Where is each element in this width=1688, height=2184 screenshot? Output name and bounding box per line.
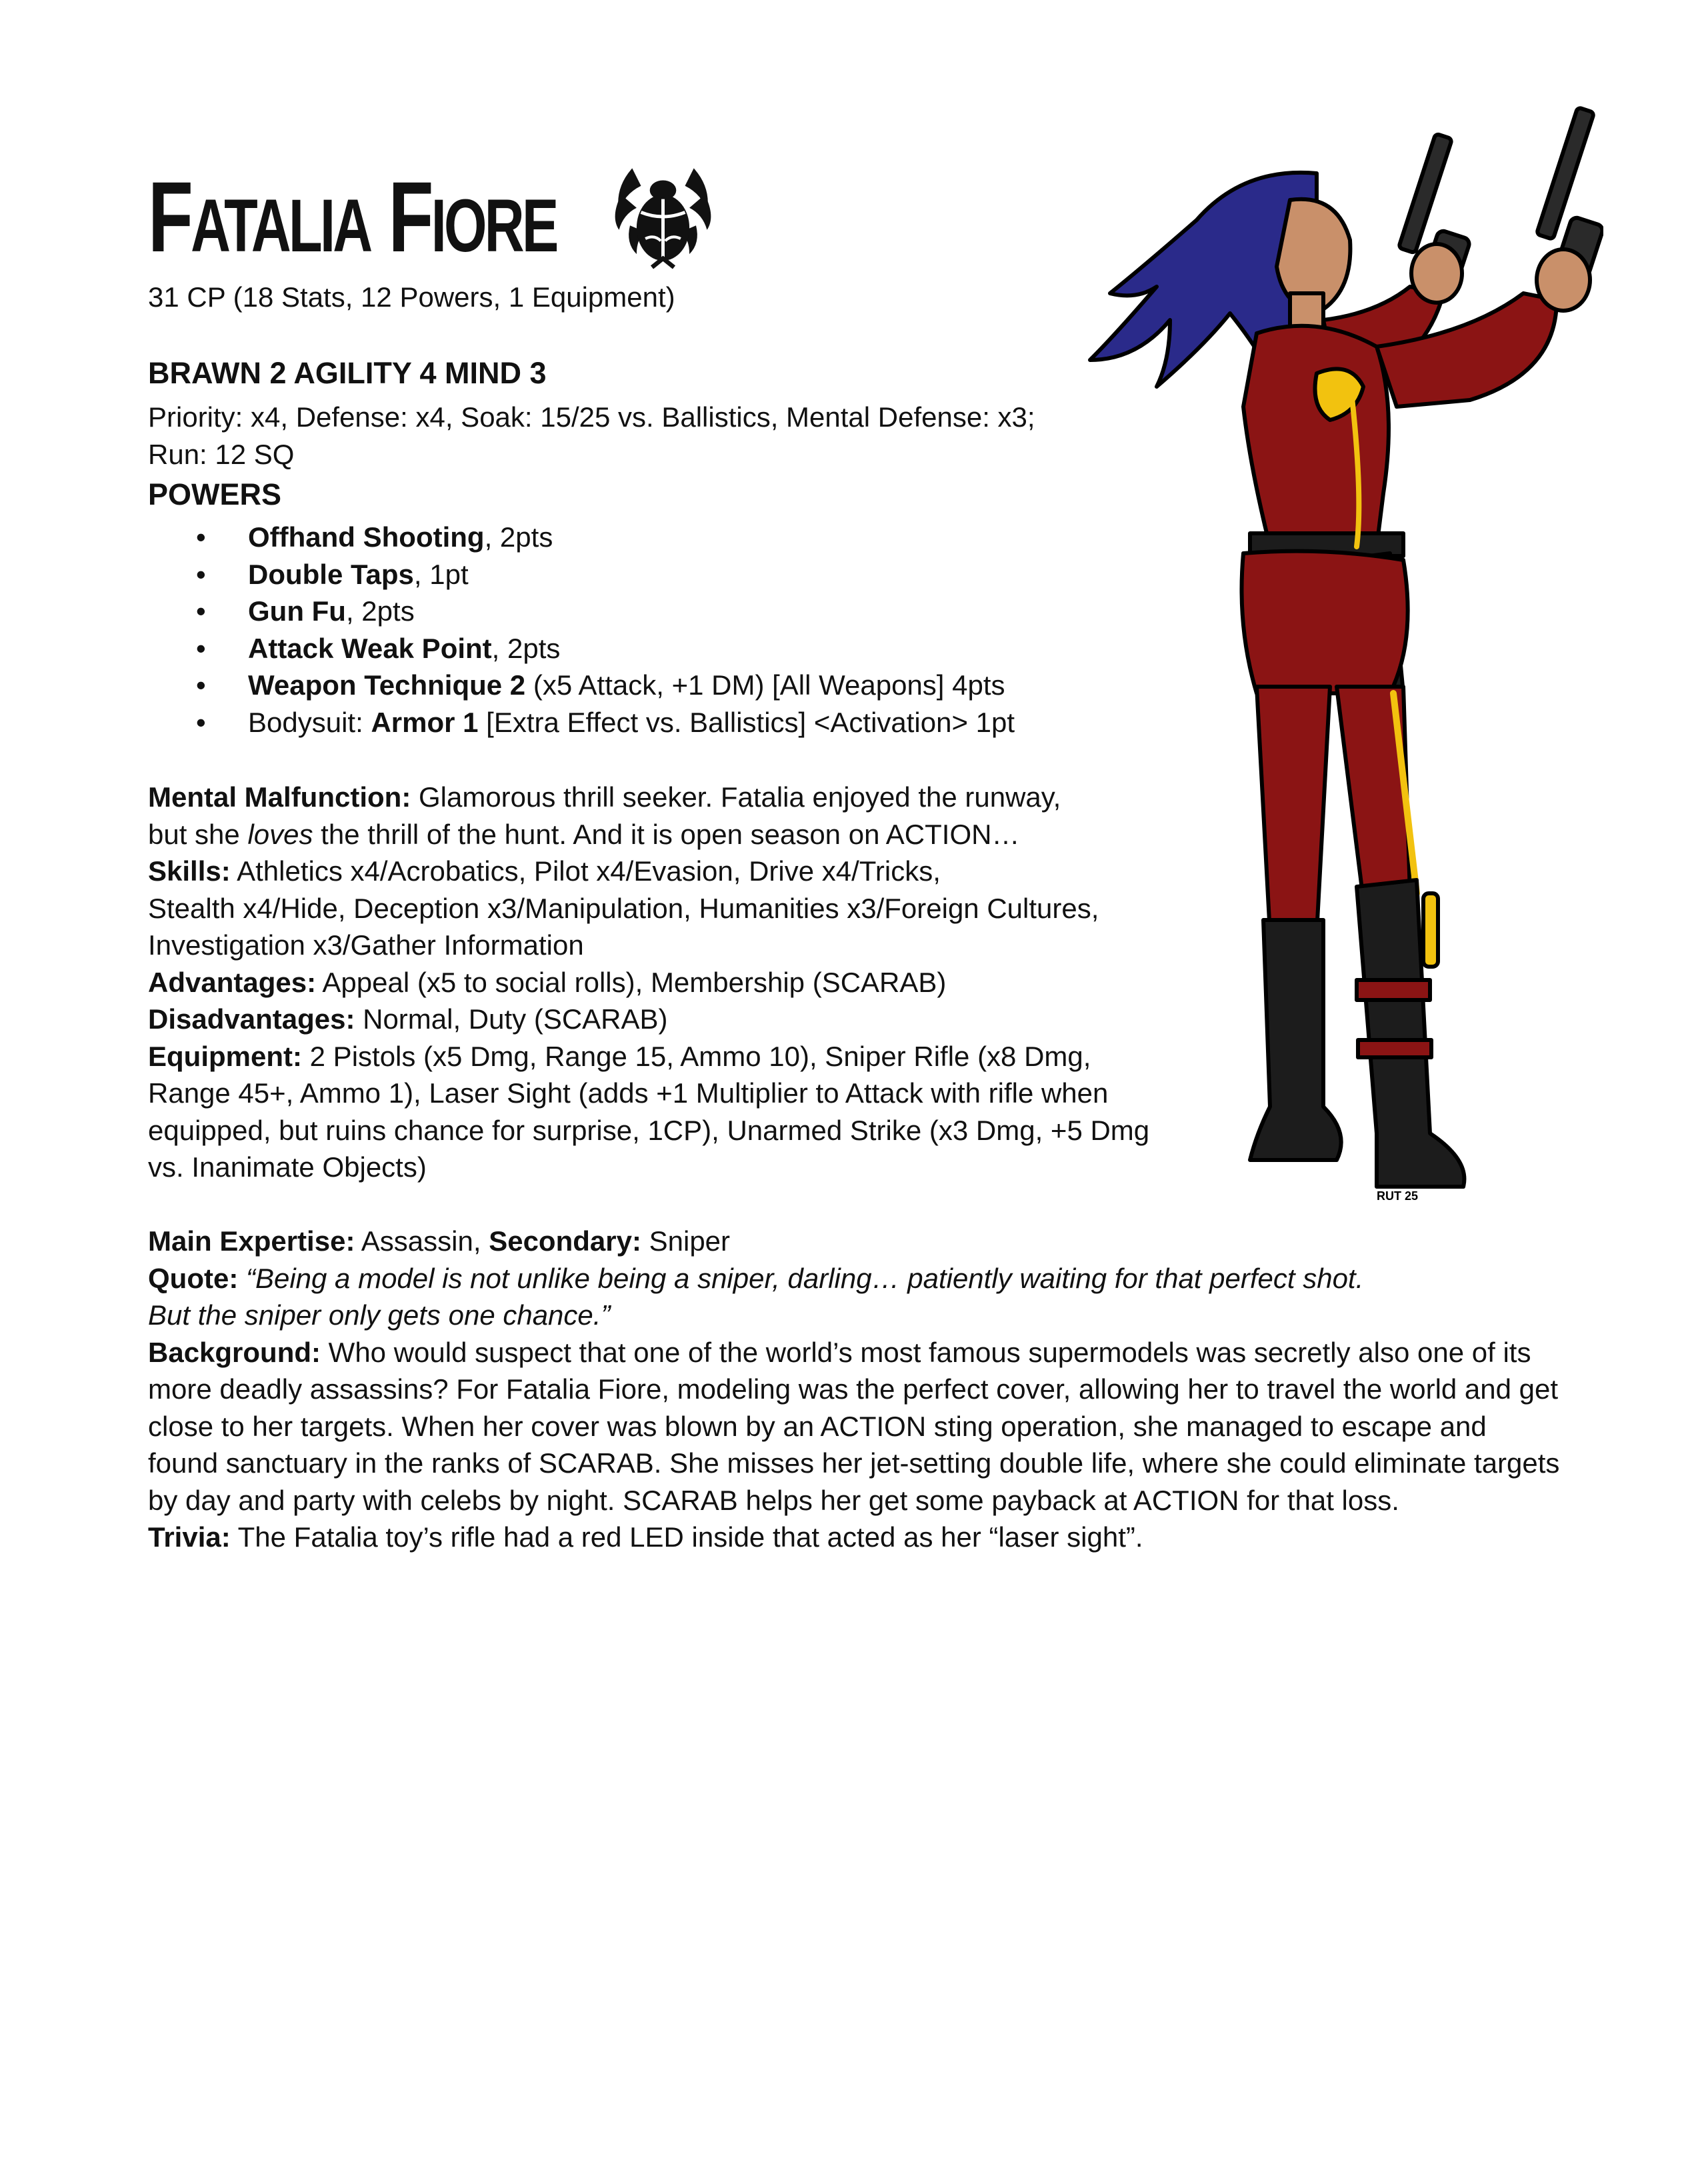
powers-list (148, 519, 1015, 741)
power-item: • Double Taps, 1pt (148, 556, 1015, 593)
quote: Quote: “Being a model is not unlike being a sniper, darling… patiently waiting for that perfect shot. (148, 1262, 1364, 1294)
trivia: Trivia: The Fatalia toy’s rifle had a red LED inside that acted as her “laser sight”. (148, 1521, 1143, 1553)
equipment-cont: vs. Inanimate Objects) (148, 1151, 427, 1183)
equipment-cont: equipped, but ruins chance for surprise, 1CP), Unarmed Strike (x3 Dmg, +5 Dmg (148, 1114, 1150, 1146)
power-item: • Weapon Technique 2 (x5 Attack, +1 DM) [All Weapons] 4pts (148, 667, 1015, 704)
advantages: Advantages: Appeal (x5 to social rolls), Membership (SCARAB) (148, 966, 947, 998)
expertise: Main Expertise: Assassin, Secondary: Sniper (148, 1225, 731, 1257)
derived-stats-line: Run: 12 SQ (148, 439, 295, 470)
character-illustration (1003, 93, 1603, 1213)
power-item: • Attack Weak Point, 2pts (148, 630, 1015, 667)
power-item: • Offhand Shooting, 2pts (148, 519, 1015, 556)
power-item: • Bodysuit: Armor 1 [Extra Effect vs. Ballistics] <Activation> 1pt (148, 704, 1015, 741)
equipment: Equipment: 2 Pistols (x5 Dmg, Range 15, Ammo 10), Sniper Rifle (x8 Dmg, (148, 1040, 1091, 1072)
artist-signature: RUT 25 (1377, 1189, 1419, 1203)
character-name-title: FATALIA FIORE (148, 161, 557, 273)
mental-malfunction: Mental Malfunction: Glamorous thrill seeker. Fatalia enjoyed the runway, (148, 781, 1061, 813)
skills-cont: Stealth x4/Hide, Deception x3/Manipulation, Humanities x3/Foreign Cultures, (148, 892, 1099, 924)
cp-summary: 31 CP (18 Stats, 12 Powers, 1 Equipment) (148, 281, 675, 313)
bio-block (148, 1223, 1561, 1556)
background: Background: Who would suspect that one of the world’s most famous supermodels was secretly also one of its more deadly assassins? For Fatalia Fiore, modeling was the perfect cover, allowing her to travel the world and get close to her targets. When her cover was blown by an ACTION sting operation, she managed to escape and found sanctuary in the ranks of SCARAB. She misses her jet-setting double life, where she could eliminate targets by day and party with celebs by night. SCARAB helps her get some payback at ACTION for that loss. (148, 1336, 1560, 1516)
skills: Skills: Athletics x4/Acrobatics, Pilot x4/Evasion, Drive x4/Tricks, (148, 855, 941, 887)
powers-heading: POWERS (148, 477, 282, 511)
derived-stats-line: Priority: x4, Defense: x4, Soak: 15/25 vs. Ballistics, Mental Defense: x3; (148, 401, 1035, 433)
skills-cont: Investigation x3/Gather Information (148, 929, 584, 961)
derived-stats (148, 399, 1035, 473)
power-item: • Gun Fu, 2pts (148, 593, 1015, 630)
mental-malfunction-cont: but she loves the thrill of the hunt. And it is open season on ACTION… (148, 818, 1020, 850)
equipment-cont: Range 45+, Ammo 1), Laser Sight (adds +1 Multiplier to Attack with rifle when (148, 1077, 1109, 1109)
scarab-logo-icon (608, 160, 718, 273)
stats-line: BRAWN 2 AGILITY 4 MIND 3 (148, 356, 547, 390)
disadvantages: Disadvantages: Normal, Duty (SCARAB) (148, 1003, 668, 1035)
quote-cont: But the sniper only gets one chance.” (148, 1299, 611, 1331)
